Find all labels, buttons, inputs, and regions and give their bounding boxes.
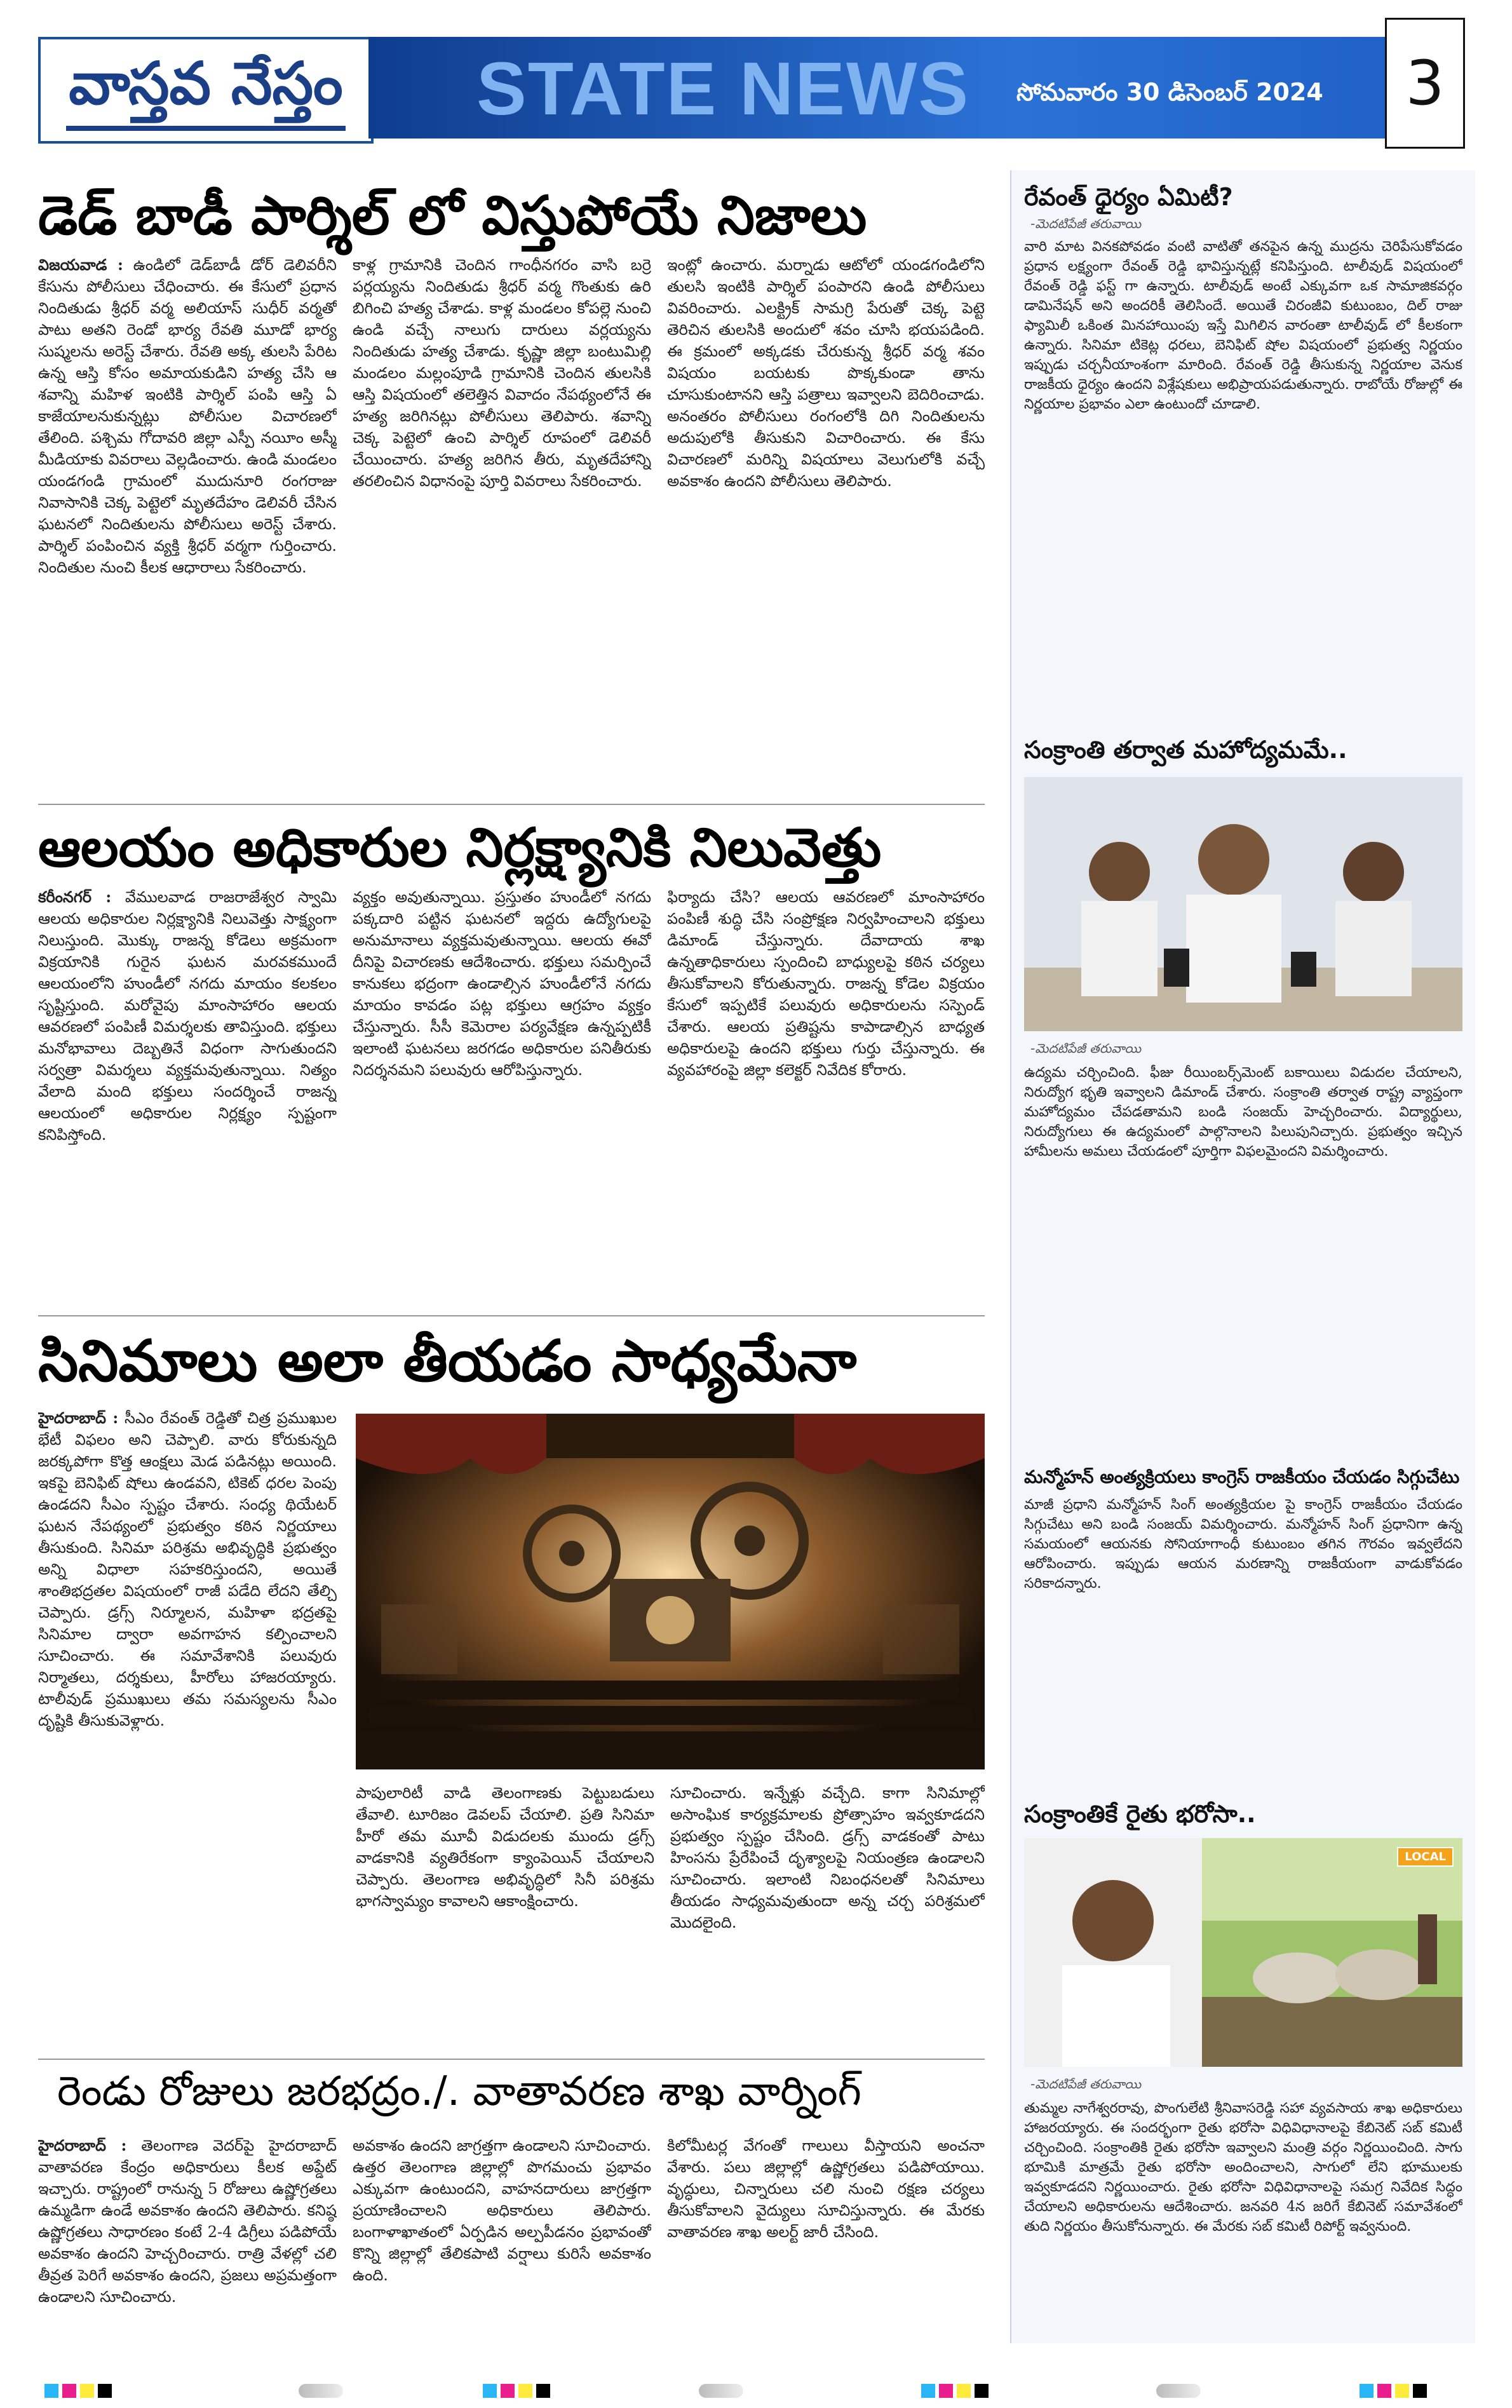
article4-dateline: హైదరాబాద్ : (38, 2136, 127, 2154)
article1-headline: డెడ్ బాడీ పార్శిల్ లో విస్తుపోయే నిజాలు (38, 184, 867, 247)
registration-mark (483, 2384, 550, 2398)
article4-col1 (38, 2135, 337, 2364)
divider (38, 1315, 985, 1316)
article4-col2 (353, 2135, 651, 2364)
sidebar-story3-text: తుమ్మల నాగేశ్వరరావు, పొంగులేటి శ్రీనివాసరెడ్డి సహా వ్యవసాయ శాఖ అధికారులు హాజరయ్యారు. ఈ సందర్భంగా రైతు భరోసా విధివిధానాలపై కేబినెట్ సబ్ కమిటీ చర్చించింది. సంక్రాంతికి రైతు భరోసా ఇవ్వాలని మంత్రి వర్గం నిర్ణయించింది. సాగు భూమికి మాత్రమే రైతు భరోసా అందించాలని, సాగులో లేని భూములకు ఇవ్వకూడదని నిర్ణయించారు. రైతు భరోసా విధివిధానాలపై సమగ్ర నివేదిక సిద్ధం చేయాలని అధికారులను ఆదేశించారు. జనవరి 4న జరిగే కేబినెట్ సమావేశంలో తుది నిర్ణయం తీసుకోనున్నారు. ఈ మేరకు సబ్ కమిటీ రిపోర్ట్ ఇవ్వనుంది. (1024, 2100, 1462, 2235)
article1-col2 (353, 254, 651, 794)
sidebar-story1-text: వారి మాట వినకపోవడం వంటి వాటితో తనపైన ఉన్న ముద్రను చెరిపేసుకోవడం ప్రధాన లక్ష్యంగా రేవంత్ రెడ్డి భావిస్తున్నట్లే కనిపిస్తుంది. టాలీవుడ్ విషయంలో రేవంత్ రెడ్డి ఫస్ట్ గా ఉన్నారు. టాలీవుడ్ అంటే ఎక్కువగా ఒక సామాజికవర్గం డామినేషన్ అని అందరికీ తెలిసిందే. అయితే చిరంజీవి కుటుంబం, దిల్ రాజు ఫ్యామిలీ ఒకింత మినహాయింపు ఇస్తే మిగిలిన వారంతా టాలీవుడ్ లో కీలకంగా ఉన్నారు. సినిమా టికెట్ల ధరలు, బెనిఫిట్ షోల విషయంలో ప్రభుత్వ నిర్ణయం ఇప్పుడు చర్చనీయాంశంగా మారింది. రేవంత్ రెడ్డి తీసుకున్న నిర్ణయాల వెనుక రాజకీయ ధైర్యం ఉందని విశ్లేషకులు అభిప్రాయపడుతున్నారు. రాబోయే రోజుల్లో ఈ నిర్ణయాల ప్రభావం ఎలా ఉంటుందో చూడాలి. (1024, 239, 1462, 412)
article3-text-2: పాపులారిటీ వాడి తెలంగాణకు పెట్టుబడులు తేవాలి. టూరిజం డెవలప్ చేయాలి. ప్రతి సినిమా హీరో తమ మూవీ విడుదలకు ముందు డ్రగ్స్ వాడకానికి వ్యతిరేకంగా క్యాంపెయిన్ చేయాలని చెప్పారు. తెలంగాణ అభివృద్ధిలో సినీ పరిశ్రమ భాగస్వామ్యం కావాలని ఆకాంక్షించారు. (356, 1784, 654, 1910)
divider (38, 2059, 985, 2060)
local-badge: LOCAL (1397, 1847, 1454, 1867)
article4-text-1: తెలంగాణ వెదర్‌పై హైదరాబాద్ వాతావరణ కేంద్రం అధికారులు కీలక అప్డేట్ ఇచ్చారు. రాష్ట్రంలో రానున్న 5 రోజులు ఉష్ణోగ్రతలు ఉమ్మడిగా ఉండే అవకాశం ఉందని తెలిపారు. కనిష్ఠ ఉష్ణోగ్రతలు సాధారణం కంటే 2-4 డిగ్రీలు పడిపోయే అవకాశం ఉందని హెచ్చరించారు. రాత్రి వేళల్లో చలి తీవ్రత పెరిగే అవకాశం ఉందని, ప్రజలు అప్రమత్తంగా ఉండాలని సూచించారు. (38, 2137, 337, 2306)
article1-text-3: ఇంట్లో ఉంచారు. మర్నాడు ఆటోలో యండగండిలోని తులసి ఇంటికి పార్శిల్ పంపారని ఉండి పోలీసులు వివరించారు. ఎలక్ట్రిక్ సామగ్రి పేరుతో చెక్క పెట్టె తెరిచిన తులసికి అందులో శవం చూసి భయపడింది. ఈ క్రమంలో అక్కడకు చేరుకున్న శ్రీధర్ వర్మ శవం విషయం బయటకు పొక్కకుండా తాను చూసుకుంటానని ఆస్తి పత్రాలు ఇవ్వాలని బెదిరించాడు. అనంతరం పోలీసులు రంగంలోకి దిగి నిందితులను అదుపులోకి తీసుకుని విచారించారు. ఈ కేసు విచారణలో మరిన్ని విషయాలు వెలుగులోకి వచ్చే అవకాశం ఉందని పోలీసులు తెలిపారు. (667, 256, 985, 490)
article2-col3 (667, 886, 985, 1306)
sidebar-story2-subtext: మాజీ ప్రధాని మన్మోహన్ సింగ్ అంత్యక్రియల పై కాంగ్రెస్ రాజకీయం చేయడం సిగ్గుచేటు అని బండి సంజయ్ విమర్శించారు. మన్మోహన్ సింగ్ ప్రధానిగా ఉన్న సమయంలో ఆయనకు సోనియాగాంధీ కుటుంబం తగిన గౌరవం ఇవ్వలేదని ఆరోపించారు. ఇప్పుడు ఆయన మరణాన్ని రాజకీయంగా వాడుకోవడం సరికాదన్నారు. (1024, 1497, 1462, 1592)
masthead (38, 18, 1474, 151)
issue-date: సోమవారం 30 డిసెంబర్ 2024 (1016, 78, 1323, 106)
sidebar-story2-text: ఉద్యమ చర్చించింది. ఫీజు రీయింబర్స్‌మెంట్ బకాయిలు విడుదల చేయాలని, నిరుద్యోగ భృతి ఇవ్వాలని డిమాండ్ చేశారు. సంక్రాంతి తర్వాత రాష్ట్ర వ్యాప్తంగా మహోద్యమం చేపడతామని బండి సంజయ్ హెచ్చరించారు. విద్యార్థులు, నిరుద్యోగులు ఈ ఉద్యమంలో పాల్గొనాలని పిలుపునిచ్చారు. ప్రభుత్వం ఇచ్చిన హామీలను అమలు చేయడంలో పూర్తిగా విఫలమైందని విమర్శించారు. (1024, 1065, 1462, 1160)
film-projector-icon (356, 1414, 985, 1769)
article4-col3 (667, 2135, 985, 2364)
article2-col2 (353, 886, 651, 1306)
article2-col1 (38, 886, 337, 1306)
article3-col2 (356, 1782, 654, 2049)
article2-headline: ఆలయం అధికారుల నిర్లక్ష్యానికి నిలువెత్తు (38, 816, 882, 879)
sidebar-story2-subhead: మన్మోహన్ అంత్యక్రియలు కాంగ్రెస్ రాజకీయం చేయడం సిగ్గుచేటు (1024, 1466, 1460, 1487)
article3-text-1: సీఎం రేవంత్ రెడ్డితో చిత్ర ప్రముఖుల భేటీ విఫలం అని చెప్పాలి. వారు కోరుకున్నది జరక్కపోగా కొత్త ఆంక్షలు మెడ పడినట్లు అయింది. ఇకపై బెనిఫిట్ షోలు ఉండవని, టికెట్ ధరల పెంపు ఉండదని సీఎం స్పష్టం చేశారు. సంధ్య థియేటర్ ఘటన నేపథ్యంలో ప్రభుత్వం కఠిన నిర్ణయాలు తీసుకుంది. సినిమా పరిశ్రమ అభివృద్ధికి ప్రభుత్వం అన్ని విధాలా సహకరిస్తుందని, అయితే శాంతిభద్రతల విషయంలో రాజీ పడేది లేదని తేల్చి చెప్పారు. డ్రగ్స్ నిర్మూలన, మహిళా భద్రతపై సినిమాల ద్వారా అవగాహన కల్పించాలని సూచించారు. ఈ సమావేశానికి పలువురు నిర్మాతలు, దర్శకులు, హీరోలు హాజరయ్యారు. టాలీవుడ్ ప్రముఖులు తమ సమస్యలను సీఎం దృష్టికి తీసుకువెళ్లారు. (38, 1409, 337, 1729)
article1-text-2: కాళ్ల గ్రామానికి చెందిన గాంధీనగరం వాసి బర్రె పర్లయ్యను నిందితుడు శ్రీధర్ వర్మ గొంతుకు ఉరి బిగించి హత్య చేశాడు. కాళ్ల మండలం కోపల్లె నుంచి ఉండి వచ్చే నాలుగు దారులు వర్లయ్యను నిందితుడు హత్య చేశాడు. కృష్ణా జిల్లా బంటుమిల్లి మండలం మల్లంపూడి గ్రామానికి చెందిన తులసికి ఆస్తి విషయంలో తలెత్తిన వివాదం నేపథ్యంలోనే ఈ హత్య జరిగినట్లు పోలీసులు తెలిపారు. శవాన్ని చెక్క పెట్టెలో ఉంచి పార్శిల్ రూపంలో డెలివరీ చేయించారు. హత్య జరిగిన తీరు, మృతదేహాన్ని తరలించిన విధానంపై పూర్తి వివరాలు సేకరించారు. (353, 256, 651, 490)
article3-headline: సినిమాలు అలా తీయడం సాధ్యమేనా (38, 1328, 857, 1395)
logo-underline (66, 126, 346, 131)
registration-mark (921, 2384, 989, 2398)
registration-mark (44, 2384, 112, 2398)
divider (38, 804, 985, 805)
rythu-bharosa-photo (1024, 1838, 1462, 2067)
article2-dateline: కరీంనగర్ : (38, 888, 112, 906)
registration-pill (299, 2384, 343, 2398)
article4-headline: రెండు రోజులు జరభద్రం./. వాతావరణ శాఖ వార్నింగ్ (57, 2068, 861, 2115)
article1-col3 (667, 254, 985, 794)
sidebar-story1-credit: -మెదటిపేజీ తరువాయి (1030, 216, 1142, 231)
sidebar-story3-credit: -మెదటిపేజీ తరువాయి (1030, 2076, 1142, 2092)
sidebar (1010, 170, 1475, 2343)
newspaper-logo (38, 37, 374, 144)
press-meet-photo (1024, 777, 1462, 1031)
registration-pill (699, 2384, 743, 2398)
sidebar-story1-headline: రేవంత్ ధైర్యం ఏమిటీ? (1024, 183, 1233, 211)
cinema-theatre-image (356, 1414, 985, 1769)
article1-text-1: ఉండిలో డెడ్‌బాడీ డోర్ డెలివరీని కేసును పోలీసులు చేధించారు. ఈ కేసులో ప్రధాన నిందితుడు శ్రీధర్ వర్మ అలియాస్ సుధీర్ వర్మతో పాటు అతని రెండో భార్య రేవతి మూడో భార్య సుష్మలను అరెస్ట్ చేశారు. రేవతి అక్క తులసి పేరిట ఉన్న ఆస్తి కోసం అమాయకుడిని హత్య చేసి ఆ శవాన్ని మహిళ ఇంటికి పార్శిల్ పంపి ఆస్తి ఏ కాజేయాలనుకున్నట్లు పోలీసుల విచారణలో తేలింది. పశ్చిమ గోదావరి జిల్లా ఎస్పీ నయీం అస్మీ మీడియాకు వివరాలు వెల్లడించారు. ఉండి మండలం యండగండి గ్రామంలో ముదునూరి రంగరాజు నివాసానికి చెక్క పెట్టెలో మృతదేహం డెలివరీ చేసిన ఘటనలో నిందితులను పోలీసులు అరెస్ట్ చేశారు. పార్శిల్ పంపించిన వ్యక్తి శ్రీధర్ వర్మగా గుర్తించారు. నిందితుల నుంచి కీలక ఆధారాలు సేకరించారు. (38, 256, 337, 576)
sidebar-story3-headline: సంక్రాంతికే రైతు భరోసా.. (1024, 1800, 1256, 1828)
article4-text-2: అవకాశం ఉందని జాగ్రత్తగా ఉండాలని సూచించారు. ఉత్తర తెలంగాణ జిల్లాల్లో పొగమంచు ప్రభావం ఎక్కువగా ఉంటుందని, వాహనదారులు జాగ్రత్తగా ప్రయాణించాలని అధికారులు తెలిపారు. బంగాళాఖాతంలో ఏర్పడిన అల్పపీడనం ప్రభావంతో కొన్ని జిల్లాల్లో తేలికపాటి వర్షాలు కురిసే అవకాశం ఉంది. (353, 2137, 651, 2284)
article3-dateline: హైదరాబాద్ : (38, 1409, 119, 1427)
article3-text-3: సూచించారు. ఇన్నేళ్లు వచ్చేది. కాగా సినిమాల్లో అసాంఘిక కార్యక్రమాలకు ప్రోత్సాహం ఇవ్వకూడదని ప్రభుత్వం స్పష్టం చేసింది. డ్రగ్స్ వాడకంతో పాటు హింసను ప్రేరేపించే దృశ్యాలపై నియంత్రణ ఉండాలని సూచించారు. ఇలాంటి నిబంధనలతో సినిమాలు తీయడం సాధ్యమవుతుందా అన్న చర్చ పరిశ్రమలో మొదలైంది. (670, 1784, 985, 1931)
article3-col3 (670, 1782, 985, 2049)
page-number: 3 (1385, 18, 1465, 149)
paper-name: వాస్తవ నేస్తం (69, 48, 343, 118)
article2-text-3: ఫిర్యాదు చేసి? ఆలయ ఆవరణలో మాంసాహారం పంపిణీ శుద్ధి చేసి సంప్రోక్షణ నిర్వహించాలని భక్తులు డిమాండ్ చేస్తున్నారు. దేవాదాయ శాఖ ఉన్నతాధికారులు స్పందించి బాధ్యులపై కఠిన చర్యలు తీసుకోవాలని కోరుతున్నారు. రాజన్న కోడెల విక్రయం కేసులో ఇప్పటికే పలువురు అధికారులను సస్పెండ్ చేశారు. ఆలయ ప్రతిష్టను కాపాడాల్సిన బాధ్యత అధికారులపై ఉందని భక్తులు గుర్తు చేస్తున్నారు. ఈ వ్యవహారంపై జిల్లా కలెక్టర్ నివేదిక కోరారు. (667, 888, 985, 1079)
section-title: STATE NEWS (476, 47, 970, 131)
article2-text-2: వ్యక్తం అవుతున్నాయి. ప్రస్తుతం హుండీలో నగదు పక్కదారి పట్టిన ఘటనలో ఇద్దరు ఉద్యోగులపై అనుమానాలు వ్యక్తమవుతున్నాయి. ఆలయ ఈవో దీనిపై విచారణకు ఆదేశించారు. భక్తులు సమర్పించే కానుకలు భద్రంగా ఉండాల్సిన హుండీలోనే నగదు మాయం కావడం పట్ల భక్తులు ఆగ్రహం వ్యక్తం చేస్తున్నారు. సీసీ కెమెరాల పర్యవేక్షణ ఉన్నప్పటికీ ఇలాంటి ఘటనలు జరగడం అధికారుల పనితీరుకు నిదర్శనమని పలువురు ఆరోపిస్తున్నారు. (353, 888, 651, 1079)
article2-text-1: వేములవాడ రాజరాజేశ్వర స్వామి ఆలయ అధికారుల నిర్లక్ష్యానికి నిలువెత్తు సాక్ష్యంగా నిలుస్తుంది. మొక్కు రాజన్న కోడెలు అక్రమంగా విక్రయానికి గురైన ఘటన మరవకముందే ఆలయంలోని హుండీలో నగదు మాయం కలకలం సృష్టిస్తుంది. మరోవైపు మాంసాహారం ఆలయ ఆవరణలో పంపిణీ విమర్శలకు తావిస్తుంది. భక్తులు మనోభావాలు దెబ్బతినే విధంగా సాగుతుందని సర్వత్రా విమర్శలు వ్యక్తమవుతున్నాయి. నిత్యం వేలాది మంది భక్తులు సందర్శించే రాజన్న ఆలయంలో అధికారుల నిర్లక్ష్యం స్పష్టంగా కనిపిస్తోంది. (38, 888, 337, 1144)
article1-col1 (38, 254, 337, 794)
sidebar-story2-headline: సంక్రాంతి తర్వాత మహోద్యమమే.. (1024, 736, 1347, 764)
registration-pill (1156, 2384, 1201, 2398)
registration-mark (1360, 2384, 1427, 2398)
article3-col1 (38, 1407, 337, 2049)
article4-text-3: కిలోమీటర్ల వేగంతో గాలులు వీస్తాయని అంచనా వేశారు. పలు జిల్లాల్లో ఉష్ణోగ్రతలు పడిపోయాయి. వృద్ధులు, చిన్నారులు చలి నుంచి రక్షణ చర్యలు తీసుకోవాలని వైద్యులు సూచిస్తున్నారు. ఈ మేరకు వాతావరణ శాఖ అలర్ట్ జారీ చేసింది. (667, 2137, 985, 2241)
article1-dateline: విజయవాడ : (38, 255, 123, 274)
sidebar-story2-credit: -మెదటిపేజీ తరువాయి (1030, 1041, 1142, 1056)
